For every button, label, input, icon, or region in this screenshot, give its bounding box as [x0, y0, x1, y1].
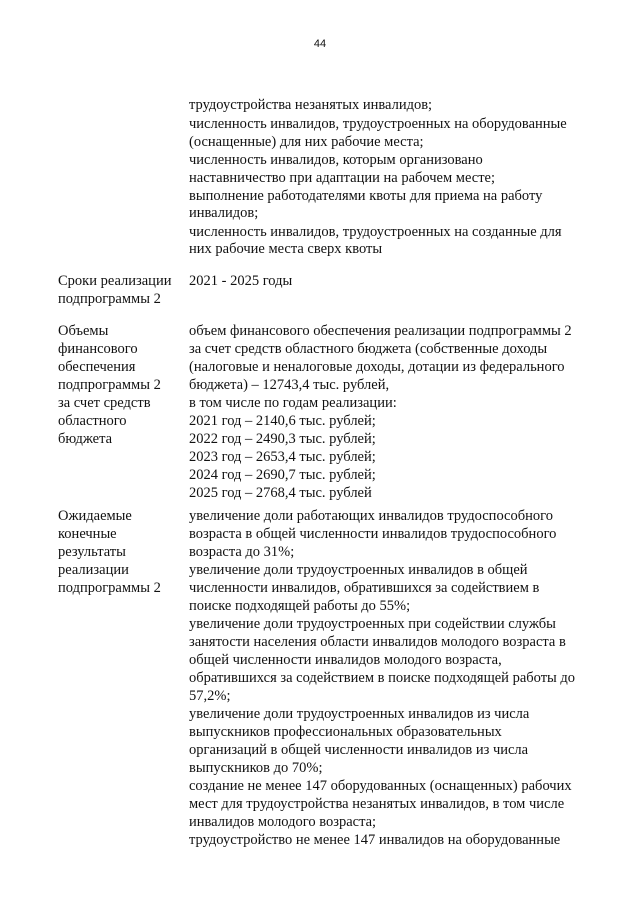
- row-label-line: областного: [58, 413, 127, 429]
- row-value-line: 2024 год – 2690,7 тыс. рублей;: [189, 467, 376, 483]
- row-value-line: организаций в общей численности инвалидов из числа: [189, 742, 529, 758]
- row-label-line: подпрограммы 2: [58, 291, 161, 307]
- row-value-line: 2021 год – 2140,6 тыс. рублей;: [189, 413, 376, 429]
- row-value-line: в том числе по годам реализации:: [189, 395, 397, 411]
- row-label-line: за счет средств: [58, 395, 151, 411]
- row-value-line: 2025 год – 2768,4 тыс. рублей: [189, 485, 372, 501]
- row-value-line: трудоустройство не менее 147 инвалидов на оборудованные: [189, 832, 561, 848]
- row-value-line: мест для трудоустройства незанятых инвалидов, в том числе: [189, 796, 565, 812]
- row-label-line: конечные: [58, 526, 117, 542]
- row-value-line: увеличение доли работающих инвалидов трудоспособного: [189, 508, 553, 524]
- row-value-line: общей численности инвалидов молодого возраста,: [189, 652, 502, 668]
- text-line: выполнение работодателями квоты для приема на работу: [189, 188, 543, 204]
- text-line: трудоустройства незанятых инвалидов;: [189, 97, 433, 113]
- row-value-line: занятости населения области инвалидов молодого возраста в: [189, 634, 566, 650]
- text-line: них рабочие места сверх квоты: [189, 241, 383, 257]
- row-value-line: выпускников до 70%;: [189, 760, 323, 776]
- row-value-line: за счет средств областного бюджета (собственные доходы: [189, 341, 548, 357]
- row-value-line: 2022 год – 2490,3 тыс. рублей;: [189, 431, 376, 447]
- text-line: численность инвалидов, трудоустроенных на созданные для: [189, 224, 562, 240]
- row-value-line: объем финансового обеспечения реализации подпрограммы 2: [189, 323, 572, 339]
- row-value-line: 2021 - 2025 годы: [189, 273, 293, 289]
- row-label-line: обеспечения: [58, 359, 136, 375]
- row-value-line: 2023 год – 2653,4 тыс. рублей;: [189, 449, 376, 465]
- row-value-line: выпускников профессиональных образовательных: [189, 724, 502, 740]
- row-label-line: финансового: [58, 341, 138, 357]
- row-value-line: возраста в общей численности инвалидов трудоспособного: [189, 526, 557, 542]
- row-value-line: (налоговые и неналоговые доходы, дотации из федерального: [189, 359, 565, 375]
- row-label-line: Объемы: [58, 323, 109, 339]
- row-value-line: увеличение доли трудоустроенных при содействии службы: [189, 616, 556, 632]
- row-value-line: увеличение доли трудоустроенных инвалидов в общей: [189, 562, 528, 578]
- row-label-line: подпрограммы 2: [58, 377, 161, 393]
- row-value-line: 57,2%;: [189, 688, 231, 704]
- page-number: 44: [313, 38, 327, 50]
- row-value-line: создание не менее 147 оборудованных (оснащенных) рабочих: [189, 778, 572, 794]
- row-label-line: реализации: [58, 562, 129, 578]
- row-value-line: возраста до 31%;: [189, 544, 295, 560]
- row-value-line: бюджета) – 12743,4 тыс. рублей,: [189, 377, 390, 393]
- row-label-line: бюджета: [58, 431, 113, 447]
- row-label-line: Сроки реализации: [58, 273, 172, 289]
- row-label-line: результаты: [58, 544, 126, 560]
- row-value-line: инвалидов молодого возраста;: [189, 814, 377, 830]
- text-line: инвалидов;: [189, 205, 259, 221]
- row-label-line: Ожидаемые: [58, 508, 132, 524]
- text-line: наставничество при адаптации на рабочем месте;: [189, 170, 495, 186]
- row-value-line: поиске подходящей работы до 55%;: [189, 598, 411, 614]
- row-value-line: увеличение доли трудоустроенных инвалидов из числа: [189, 706, 530, 722]
- row-value-line: численности инвалидов, обратившихся за содействием в: [189, 580, 540, 596]
- text-line: (оснащенные) для них рабочие места;: [189, 134, 424, 150]
- row-value-line: обратившихся за содействием в поиске подходящей работы до: [189, 670, 576, 686]
- text-line: численность инвалидов, трудоустроенных на оборудованные: [189, 116, 567, 132]
- row-label-line: подпрограммы 2: [58, 580, 161, 596]
- text-line: численность инвалидов, которым организовано: [189, 152, 483, 168]
